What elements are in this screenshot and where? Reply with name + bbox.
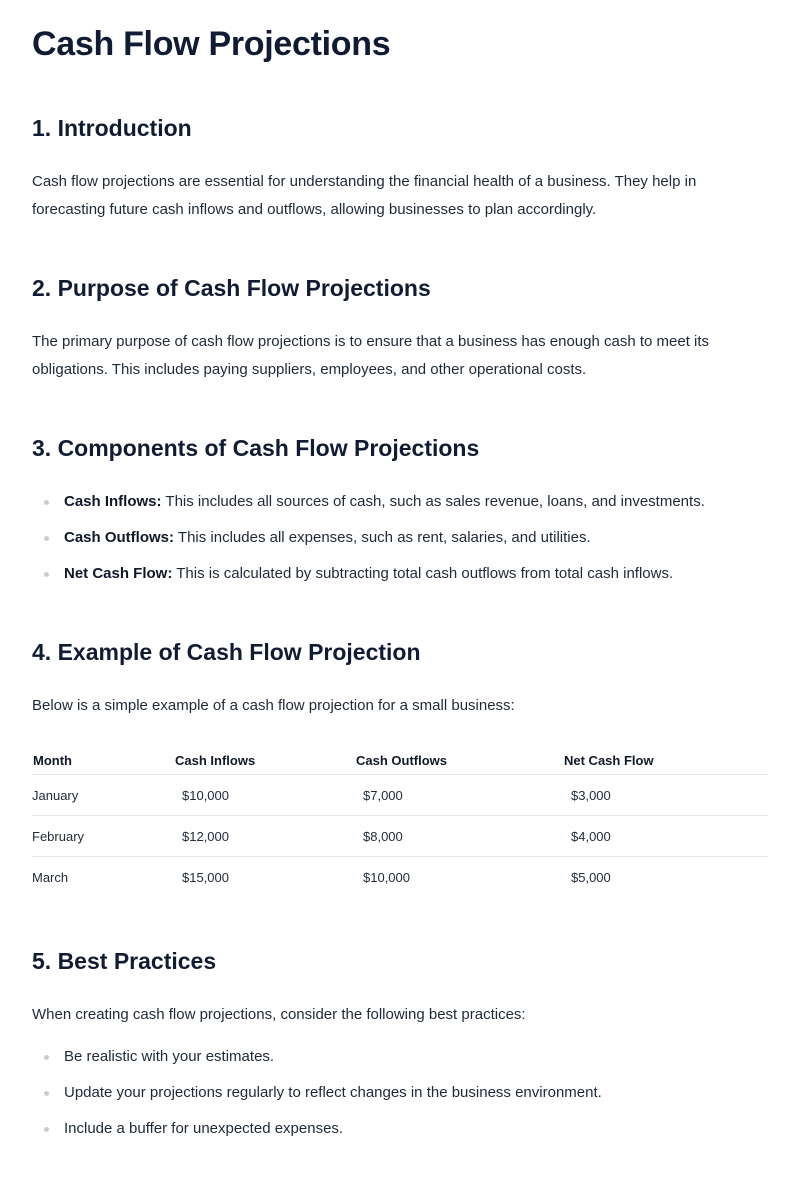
section-components: [32, 433, 768, 598]
table-cell-cash-inflows: $10,000: [175, 775, 356, 816]
table-cell-net-cash-flow: $3,000: [564, 775, 768, 816]
table-row: [32, 857, 768, 898]
table-cell-cash-outflows: $10,000: [363, 869, 410, 885]
list-item: [32, 490, 768, 514]
components-list: [32, 490, 768, 586]
bullet-icon: [44, 1055, 49, 1060]
table-header-row: [32, 746, 768, 775]
table-cell-month: February: [32, 816, 175, 857]
table-cell-cash-outflows: $7,000: [356, 775, 564, 816]
table-row: [32, 775, 768, 816]
table-cell-cash-outflows: $8,000: [356, 816, 564, 857]
list-item-text: This includes all expenses, such as rent, salaries, and utilities.: [174, 529, 591, 546]
section-paragraph: Below is a simple example of a cash flow projection for a small business:: [32, 697, 515, 714]
section-heading: 2. Purpose of Cash Flow Projections: [32, 275, 431, 301]
section-heading: 1. Introduction: [32, 115, 192, 141]
column-header-net-cash-flow: Net Cash Flow: [564, 746, 768, 775]
bullet-icon: [44, 572, 49, 577]
list-item-term: Cash Outflows:: [64, 529, 175, 546]
table-row: [32, 816, 768, 857]
section-example: [32, 637, 768, 897]
section-purpose: [32, 273, 768, 384]
section-paragraph: The primary purpose of cash flow projections is to ensure that a business has enough cash to meet its obligations. This includes paying suppliers, employees, and other operational costs.: [32, 333, 710, 378]
list-item-term: Cash Inflows:: [64, 493, 162, 510]
list-item-text: Include a buffer for unexpected expenses.: [64, 1120, 344, 1137]
column-header-cash-inflows: Cash Inflows: [175, 746, 356, 775]
list-item-term: Net Cash Flow:: [64, 565, 173, 582]
section-best-practices: [32, 946, 768, 1153]
list-item-text: This is calculated by subtracting total cash outflows from total cash inflows.: [172, 565, 674, 582]
table-cell-month: January: [32, 775, 175, 816]
list-item-text: Be realistic with your estimates.: [64, 1048, 275, 1065]
list-item: [32, 562, 768, 586]
bullet-icon: [44, 1091, 49, 1096]
list-item: [32, 1045, 768, 1069]
section-heading: 5. Best Practices: [32, 948, 217, 974]
list-item-text: Update your projections regularly to reflect changes in the business environment.: [64, 1084, 602, 1101]
bullet-icon: [44, 500, 49, 505]
column-header-cash-outflows: Cash Outflows: [356, 746, 564, 775]
column-header-month: Month: [32, 746, 175, 775]
bullet-icon: [44, 1127, 49, 1132]
table-cell-net-cash-flow: $5,000: [571, 869, 611, 885]
list-item: [32, 1117, 768, 1141]
table-cell-net-cash-flow: $4,000: [564, 816, 768, 857]
page-title: Cash Flow Projections: [32, 25, 391, 63]
table-cell-cash-inflows: $12,000: [175, 816, 356, 857]
section-heading: 4. Example of Cash Flow Projection: [32, 639, 421, 665]
section-paragraph: Cash flow projections are essential for understanding the financial health of a business. They help in forecasting future cash inflows and outflows, allowing businesses to plan accordingly.: [32, 173, 697, 218]
list-item: [32, 526, 768, 550]
list-item: [32, 1081, 768, 1105]
best-practices-list: [32, 1045, 768, 1141]
section-introduction: [32, 113, 768, 224]
table-cell-cash-inflows: $15,000: [182, 869, 229, 885]
table-cell-month: March: [32, 869, 69, 885]
section-heading: 3. Components of Cash Flow Projections: [32, 435, 480, 461]
section-paragraph: When creating cash flow projections, consider the following best practices:: [32, 1006, 526, 1023]
bullet-icon: [44, 536, 49, 541]
list-item-text: This includes all sources of cash, such as sales revenue, loans, and investments.: [161, 493, 705, 510]
cash-flow-table: [32, 746, 768, 897]
